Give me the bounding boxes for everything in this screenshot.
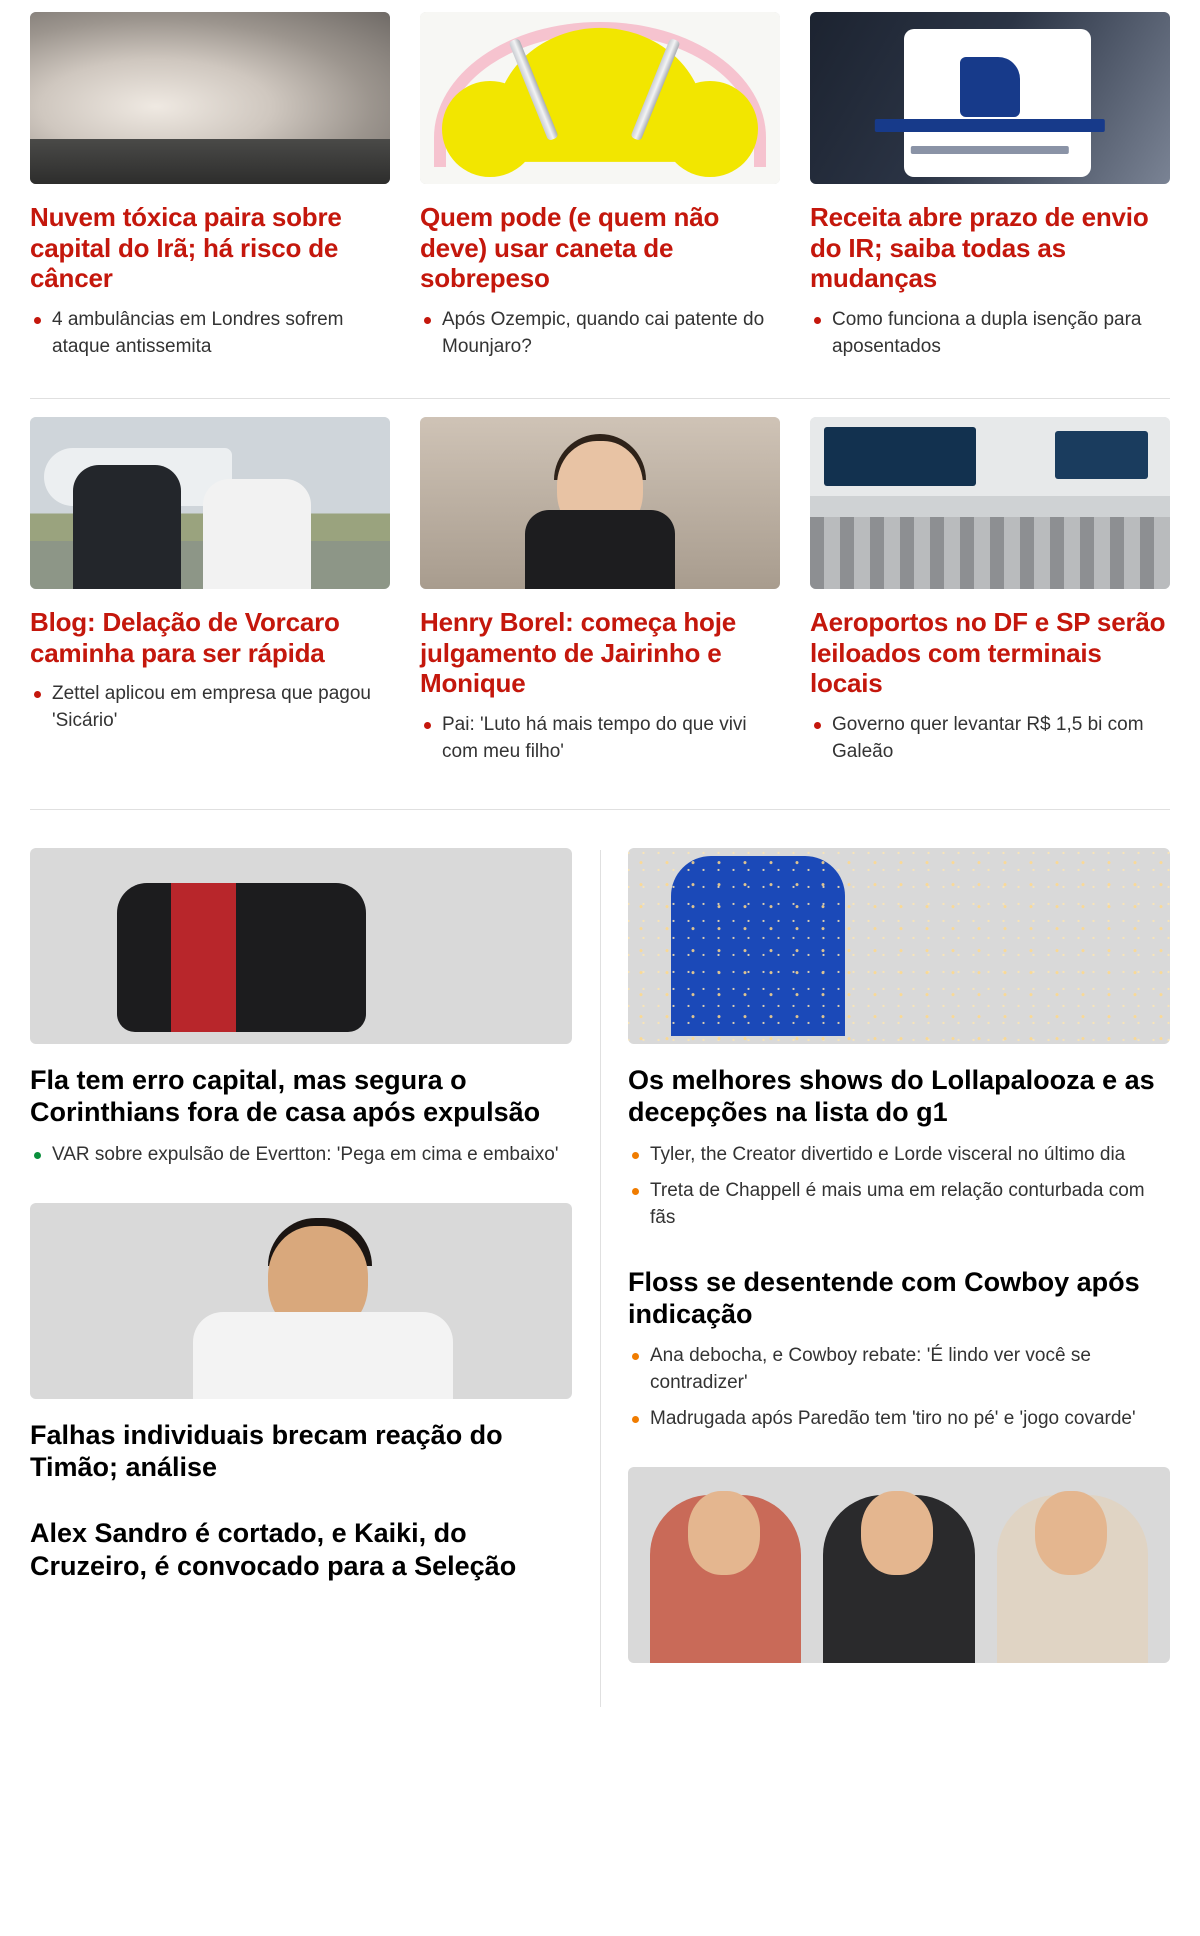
- related-links: [628, 1343, 1170, 1433]
- related-links: [30, 681, 390, 735]
- related-link[interactable]: Como funciona a dupla isenção para aposentados: [810, 307, 1170, 361]
- related-link[interactable]: Governo quer levantar R$ 1,5 bi com Galeão: [810, 712, 1170, 766]
- news-headline[interactable]: Floss se desentende com Cowboy após indicação: [628, 1266, 1140, 1329]
- news-headline[interactable]: Fla tem erro capital, mas segura o Corinthians fora de casa após expulsão: [30, 1064, 541, 1128]
- news-card[interactable]: [420, 12, 780, 380]
- news-card[interactable]: [30, 1203, 572, 1484]
- sports-entertainment-section: [30, 830, 1170, 1697]
- corinthians-player-photo[interactable]: [30, 1203, 572, 1399]
- column-divider: [600, 850, 601, 1707]
- section-divider: [30, 398, 1170, 399]
- second-news-grid: [30, 405, 1170, 785]
- news-card[interactable]: [30, 12, 390, 380]
- flamengo-player-on-pitch-photo[interactable]: [30, 848, 572, 1044]
- receita-federal-app-photo[interactable]: [810, 12, 1170, 184]
- entertainment-column: [628, 848, 1170, 1697]
- news-card[interactable]: [30, 848, 572, 1169]
- related-links: [30, 307, 390, 361]
- henry-borel-child-photo[interactable]: [420, 417, 780, 589]
- news-card[interactable]: [628, 1266, 1170, 1434]
- related-links: [420, 307, 780, 361]
- airport-terminal-photo[interactable]: [810, 417, 1170, 589]
- related-link[interactable]: 4 ambulâncias em Londres sofrem ataque antissemita: [30, 307, 390, 361]
- news-card[interactable]: [628, 848, 1170, 1232]
- federal-police-escort-photo[interactable]: [30, 417, 390, 589]
- news-card[interactable]: [628, 1467, 1170, 1663]
- news-headline[interactable]: Falhas individuais brecam reação do Timão; análise: [30, 1419, 503, 1483]
- related-links: [810, 307, 1170, 361]
- lollapalooza-concert-photo[interactable]: [628, 848, 1170, 1044]
- news-headline[interactable]: Henry Borel: começa hoje julgamento de Jairinho e Monique: [420, 606, 736, 699]
- news-headline[interactable]: Aeroportos no DF e SP serão leiloados com terminais locais: [810, 606, 1166, 699]
- related-links: [30, 1142, 572, 1169]
- news-headline[interactable]: Quem pode (e quem não deve) usar caneta de sobrepeso: [420, 202, 720, 294]
- news-card[interactable]: [420, 417, 780, 785]
- related-link[interactable]: Após Ozempic, quando cai patente do Mounjaro?: [420, 307, 780, 361]
- top-news-grid: [30, 0, 1170, 380]
- related-links: [810, 712, 1170, 766]
- weight-loss-pen-illustration[interactable]: [420, 12, 780, 184]
- news-headline[interactable]: Nuvem tóxica paira sobre capital do Irã; há risco de câncer: [30, 202, 342, 294]
- section-divider: [30, 809, 1170, 810]
- related-links: [628, 1142, 1170, 1232]
- related-link[interactable]: Ana debocha, e Cowboy rebate: 'É lindo ver você se contradizer': [628, 1343, 1170, 1397]
- news-card[interactable]: [30, 417, 390, 785]
- related-links: [420, 712, 780, 766]
- toxic-cloud-explosion-photo[interactable]: [30, 12, 390, 184]
- news-headline[interactable]: Receita abre prazo de envio do IR; saiba todas as mudanças: [810, 202, 1149, 294]
- related-link[interactable]: Madrugada após Paredão tem 'tiro no pé' e 'jogo covarde': [628, 1406, 1170, 1433]
- news-headline[interactable]: Blog: Delação de Vorcaro caminha para ser rápida: [30, 606, 340, 668]
- related-link[interactable]: Tyler, the Creator divertido e Lorde visceral no último dia: [628, 1142, 1170, 1169]
- sports-column: [30, 848, 572, 1697]
- news-card[interactable]: [30, 1517, 572, 1582]
- related-link[interactable]: Treta de Chappell é mais uma em relação conturbada com fãs: [628, 1178, 1170, 1232]
- news-headline[interactable]: Alex Sandro é cortado, e Kaiki, do Cruzeiro, é convocado para a Seleção: [30, 1518, 517, 1581]
- bbb-contestants-trio-photo[interactable]: [628, 1467, 1170, 1663]
- news-card[interactable]: [810, 12, 1170, 380]
- related-link[interactable]: VAR sobre expulsão de Evertton: 'Pega em cima e embaixo': [30, 1142, 572, 1169]
- related-link[interactable]: Pai: 'Luto há mais tempo do que vivi com meu filho': [420, 712, 780, 766]
- related-link[interactable]: Zettel aplicou em empresa que pagou 'Sicário': [30, 681, 390, 735]
- news-card[interactable]: [810, 417, 1170, 785]
- news-headline[interactable]: Os melhores shows do Lollapalooza e as decepções na lista do g1: [628, 1064, 1155, 1128]
